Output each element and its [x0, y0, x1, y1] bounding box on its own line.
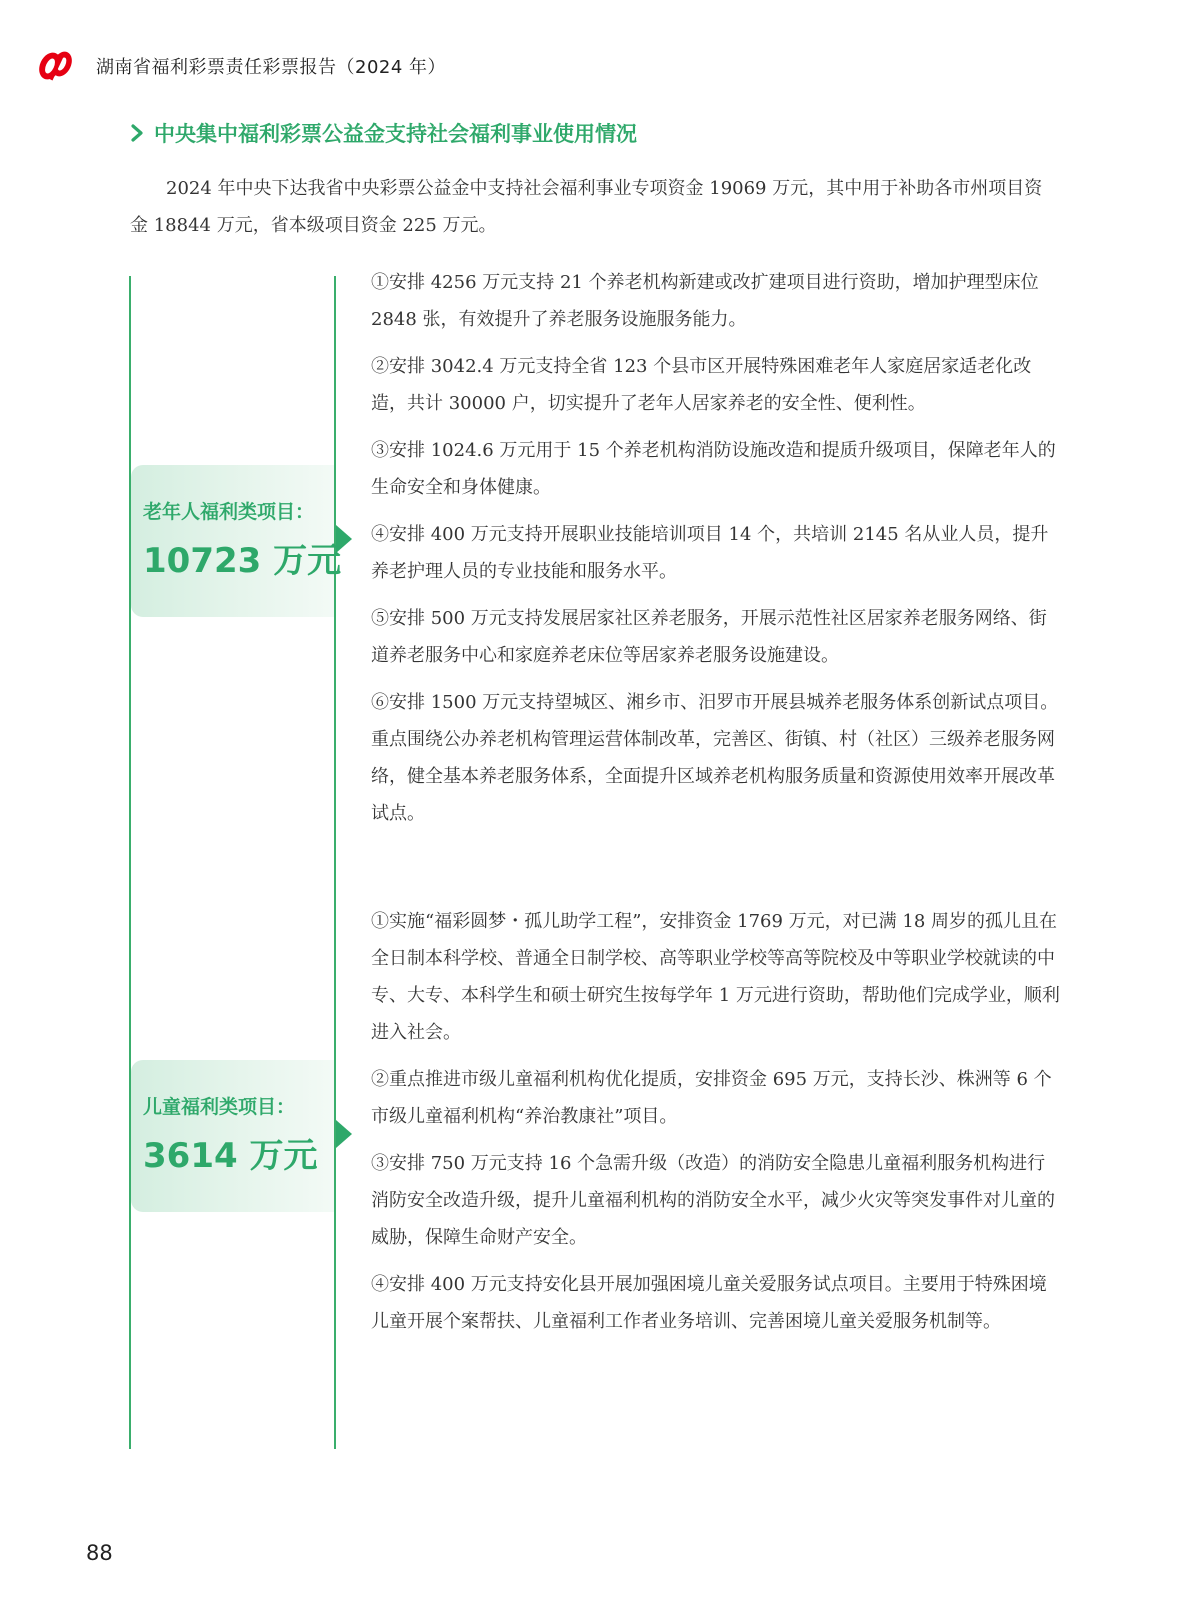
list-item: ①安排 4256 万元支持 21 个养老机构新建或改扩建项目进行资助，增加护理型床位 2848 张，有效提升了养老服务设施服务能力。 [371, 272, 1039, 330]
list-item: ②重点推进市级儿童福利机构优化提质，安排资金 695 万元，支持长沙、株洲等 6 个市级儿童福利机构“养治教康社”项目。 [371, 1069, 1052, 1127]
category-pointer-arrow [336, 1120, 352, 1148]
children-item-list [371, 903, 1061, 1350]
category-label: 儿童福利类项目： [143, 1096, 296, 1118]
timeline-left-line [129, 276, 131, 1449]
china-welfare-lottery-logo-icon [36, 49, 76, 83]
category-box-children [131, 1060, 334, 1212]
category-label: 老年人福利类项目： [143, 501, 315, 523]
list-item: ⑤安排 500 万元支持发展居家社区养老服务，开展示范性社区居家养老服务网络、街道养老服务中心和家庭养老床位等居家养老服务设施建设。 [371, 608, 1047, 666]
list-item: ③安排 750 万元支持 16 个急需升级（改造）的消防安全隐患儿童福利服务机构进行消防安全改造升级，提升儿童福利机构的消防安全水平，减少火灾等突发事件对儿童的威胁，保障生命财产安全。 [371, 1153, 1055, 1248]
category-amount: 10723 万元 [143, 541, 342, 581]
page-header [36, 48, 446, 84]
list-item: ②安排 3042.4 万元支持全省 123 个县市区开展特殊困难老年人家庭居家适老化改造，共计 30000 户，切实提升了老年人居家养老的安全性、便利性。 [371, 356, 1032, 414]
category-box-elderly [131, 465, 342, 617]
page-number: 88 [86, 1541, 113, 1565]
list-item: ④安排 400 万元支持安化县开展加强困境儿童关爱服务试点项目。主要用于特殊困境儿童开展个案帮扶、儿童福利工作者业务培训、完善困境儿童关爱服务机制等。 [371, 1274, 1047, 1332]
list-item: ①实施“福彩圆梦・孤儿助学工程”，安排资金 1769 万元，对已满 18 周岁的孤儿且在全日制本科学校、普通全日制学校、高等职业学校等高等院校及中等职业学校就读的中专、大专、本科学生和硕士研究生按每学年 1 万元进行资助，帮助他们完成学业，顺利进入社会。 [371, 911, 1060, 1043]
report-title: 湖南省福利彩票责任彩票报告（2024 年） [96, 57, 447, 78]
list-item: ④安排 400 万元支持开展职业技能培训项目 14 个，共培训 2145 名从业人员，提升养老护理人员的专业技能和服务水平。 [371, 524, 1049, 582]
list-item: ⑥安排 1500 万元支持望城区、湘乡市、汨罗市开展县城养老服务体系创新试点项目。重点围绕公办养老机构管理运营体制改革，完善区、街镇、村（社区）三级养老服务网络，健全基本养老服务体系，全面提升区域养老机构服务质量和资源使用效率开展改革试点。 [371, 692, 1059, 824]
elderly-item-list [371, 264, 1061, 842]
section-title: 中央集中福利彩票公益金支持社会福利事业使用情况 [154, 122, 637, 146]
category-pointer-arrow [336, 525, 352, 553]
intro-paragraph: 2024 年中央下达我省中央彩票公益金中支持社会福利事业专项资金 19069 万元，其中用于补助各市州项目资金 18844 万元，省本级项目资金 225 万元。 [130, 178, 1043, 236]
list-item: ③安排 1024.6 万元用于 15 个养老机构消防设施改造和提质升级项目，保障老年人的生命安全和身体健康。 [371, 440, 1056, 498]
timeline-right-line [334, 276, 336, 1449]
category-amount: 3614 万元 [143, 1136, 318, 1176]
chevron-right-icon [130, 123, 144, 143]
section-heading [130, 118, 637, 148]
